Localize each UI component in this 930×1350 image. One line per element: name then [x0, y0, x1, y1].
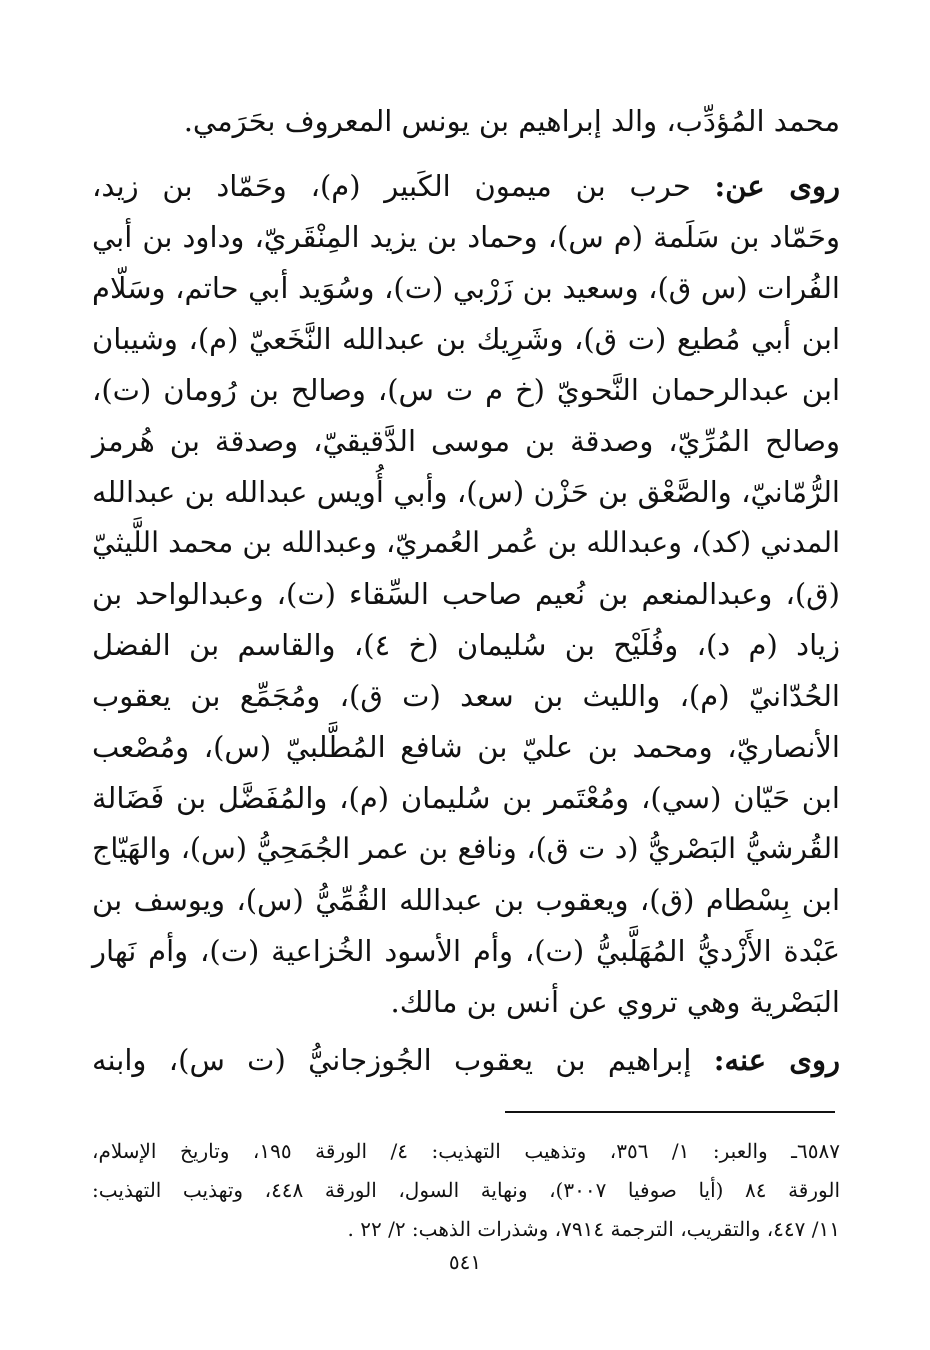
narrated-from-line-2: وحَمّاد بن سَلَمة (م س)، وحماد بن يزيد المِنْقَريّ، وداود بن أبي [92, 220, 840, 254]
narrated-from-line-8: المدني (كد)، وعبدالله بن عُمر العُمريّ، وعبدالله بن محمد اللَّيثيّ [92, 526, 840, 559]
narrated-from-line-17: البَصْرية وهي تروي عن أنس بن مالك. [390, 985, 840, 1019]
narrated-from-label: روى عن: [714, 169, 840, 203]
text-line-top: محمد المُؤدِّب، والد إبراهيم بن يونس المعروف بحَرَمي. [183, 104, 840, 138]
page-number: ٥٤١ [448, 1250, 482, 1274]
narrated-from-line-10: زياد (م د)، وفُلَيْح بن سُليمان (خ ٤)، والقاسم بن الفضل [92, 628, 840, 662]
narrated-by-line [92, 1037, 840, 1083]
narrated-from-line-14: القُرشيُّ البَصْريُّ (د ت ق)، ونافع بن عمر الجُمَحِيُّ (س)، والهَيّاج [92, 832, 840, 865]
narrated-from-line-4: ابن أبي مُطيع (ت ق)، وشَرِيك بن عبدالله النَّخَعيّ (م)، وشيبان [92, 322, 840, 356]
narrated-from-line-13: ابن حَيّان (سي)، ومُعْتَمر بن سُليمان (م)، والمُفَضَّل بن فَضَالة [92, 781, 840, 815]
narrated-from-line-6: وصالح المُرِّيّ، وصدقة بن موسى الدَّقيقيّ، وصدقة بن هُرمز [92, 424, 840, 458]
narrated-from-line-5: ابن عبدالرحمان النَّحويّ (خ م ت س)، وصالح بن رُومان (ت)، [92, 373, 841, 407]
narrated-from-first-line [92, 163, 840, 209]
narrated-from-line-3: الفُرات (س ق)، وسعيد بن زَرْبي (ت)، وسُوَيد أبي حاتم، وسَلّام [92, 271, 840, 305]
narrated-from-line-16: عَبْدة الأَزْديُّ المُهَلَّبيُّ (ت)، وأم الأسود الخُزاعية (ت)، وأم نَهار [92, 934, 840, 968]
narrated-from-line-9: (ق)، وعبدالمنعم بن نُعيم صاحب السِّقاء (ت)، وعبدالواحد بن [92, 577, 840, 611]
footnote-divider [505, 1111, 835, 1113]
footnote-line-1: ٦٥٨٧ـ والعبر: ١/ ٣٥٦، وتذهيب التهذيب: ٤/ الورقة ١٩٥، وتاريخ الإسلام، [92, 1139, 840, 1163]
narrated-from-line-11: الحُدّانيّ (م)، والليث بن سعد (ت ق)، ومُجَمِّع بن يعقوب [92, 679, 840, 713]
narrated-by-text: إبراهيم بن يعقوب الجُوزجانيُّ (ت س)، وابنه [92, 1043, 692, 1077]
footnote-line-2: الورقة ٨٤ (أيا صوفيا ٣٠٠٧)، ونهاية السول، الورقة ٤٤٨، وتهذيب التهذيب: [92, 1178, 840, 1202]
narrated-by-label: روى عنه: [713, 1043, 840, 1077]
narrated-from-line-15: ابن بِسْطام (ق)، ويعقوب بن عبدالله القُمِّيُّ (س)، ويوسف بن [92, 883, 840, 917]
narrated-from-line-12: الأنصاريّ، ومحمد بن عليّ بن شافع المُطَّلبيّ (س)، ومُصْعب [92, 730, 840, 764]
narrated-from-line-7: الرُّمّانيّ، والصَّعْق بن حَزْن (س)، وأبي أُويس عبدالله بن عبدالله [92, 475, 840, 509]
narrated-from-line-1: حرب بن ميمون الكَبير (م)، وحَمّاد بن زيد، [92, 169, 691, 203]
footnote-line-3: ١١/ ٤٤٧، والتقريب، الترجمة ٧٩١٤، وشذرات الذهب: ٢/ ٢٢ . [347, 1217, 840, 1241]
